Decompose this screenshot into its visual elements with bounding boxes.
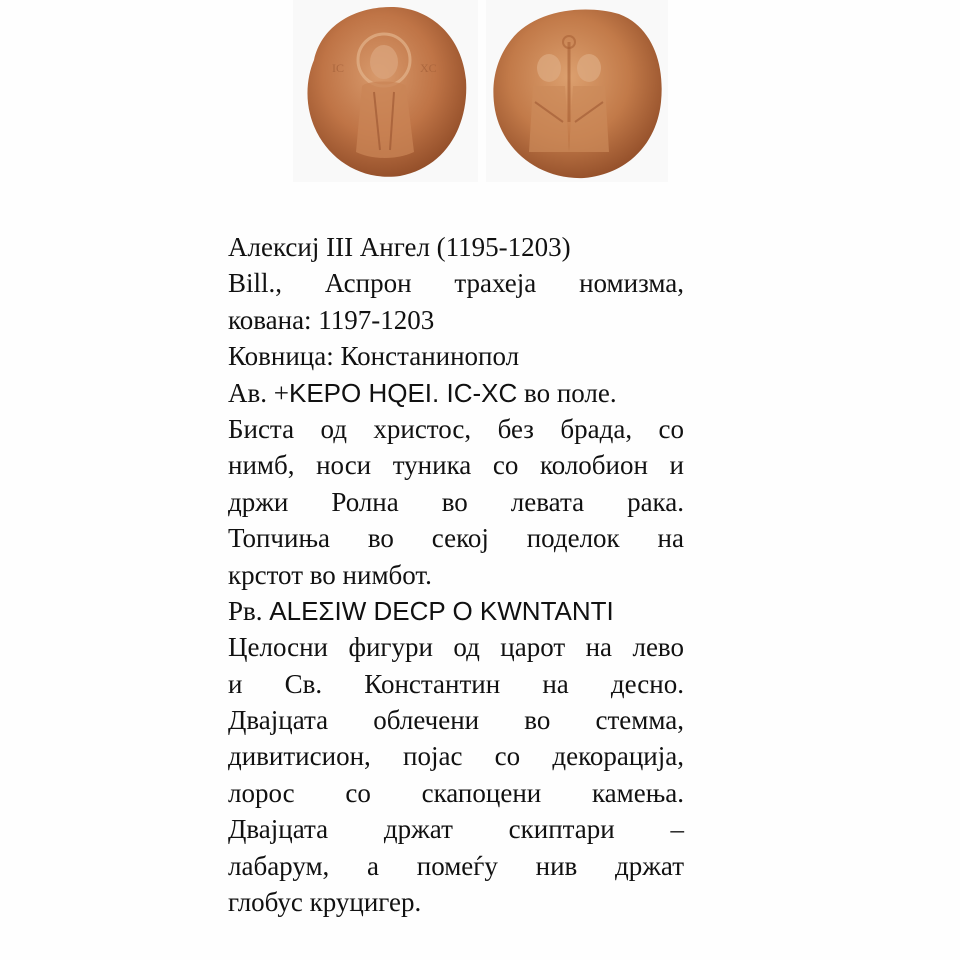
reverse-desc-line: Двајцата облечени во стемма, — [228, 705, 684, 736]
obverse-suffix: во поле. — [517, 377, 617, 408]
mint-line: Ковница: Констанинопол — [228, 341, 520, 372]
reverse-desc-line: Целосни фигури од царот на лево — [228, 632, 684, 663]
denomination-line-1: Bill., Аспрон трахеја номизма, — [228, 268, 684, 299]
obverse-legend-line — [228, 375, 684, 411]
byzantine-coin-emperor-saint-icon — [489, 2, 665, 180]
coin-title: Алексиј III Ангел (1195-1203) — [228, 232, 571, 262]
reverse-desc-line: лорос со скапоцени камења. — [228, 777, 684, 808]
reverse-legend: ALEΣIW DECP O KWNTANTI — [269, 595, 614, 626]
coin-description — [228, 229, 684, 920]
obverse-legend: KEPO HQEI. IC-XC — [288, 377, 518, 408]
obverse-prefix: Ав. + — [228, 377, 289, 408]
reverse-legend-line — [228, 593, 684, 629]
reverse-desc-line: дивитисион, појас со декорација, — [228, 741, 684, 772]
obverse-desc-line: Биста од христос, без брада, со — [228, 413, 684, 444]
reverse-desc-line: Двајцата држат скиптари – — [228, 814, 684, 845]
reverse-desc-line: глобус круцигер. — [228, 887, 422, 918]
obverse-desc-line: држи Ролна во левата рака. — [228, 486, 684, 517]
svg-text:IC: IC — [332, 61, 344, 75]
obverse-desc-line: крстот во нимбот. — [228, 559, 432, 590]
reverse-desc-line: лабарум, а помеѓу нив држат — [228, 850, 684, 881]
reverse-desc-line: и Св. Константин на десно. — [228, 668, 684, 699]
svg-text:XC: XC — [420, 61, 437, 75]
obverse-desc-line: нимб, носи туника со колобион и — [228, 450, 684, 481]
byzantine-coin-christ-bust-icon — [302, 2, 468, 178]
reverse-prefix: Рв. — [228, 595, 270, 626]
denomination-line-2: кована: 1197-1203 — [228, 304, 435, 335]
obverse-desc-line: Топчиња во секој поделок на — [228, 523, 684, 554]
